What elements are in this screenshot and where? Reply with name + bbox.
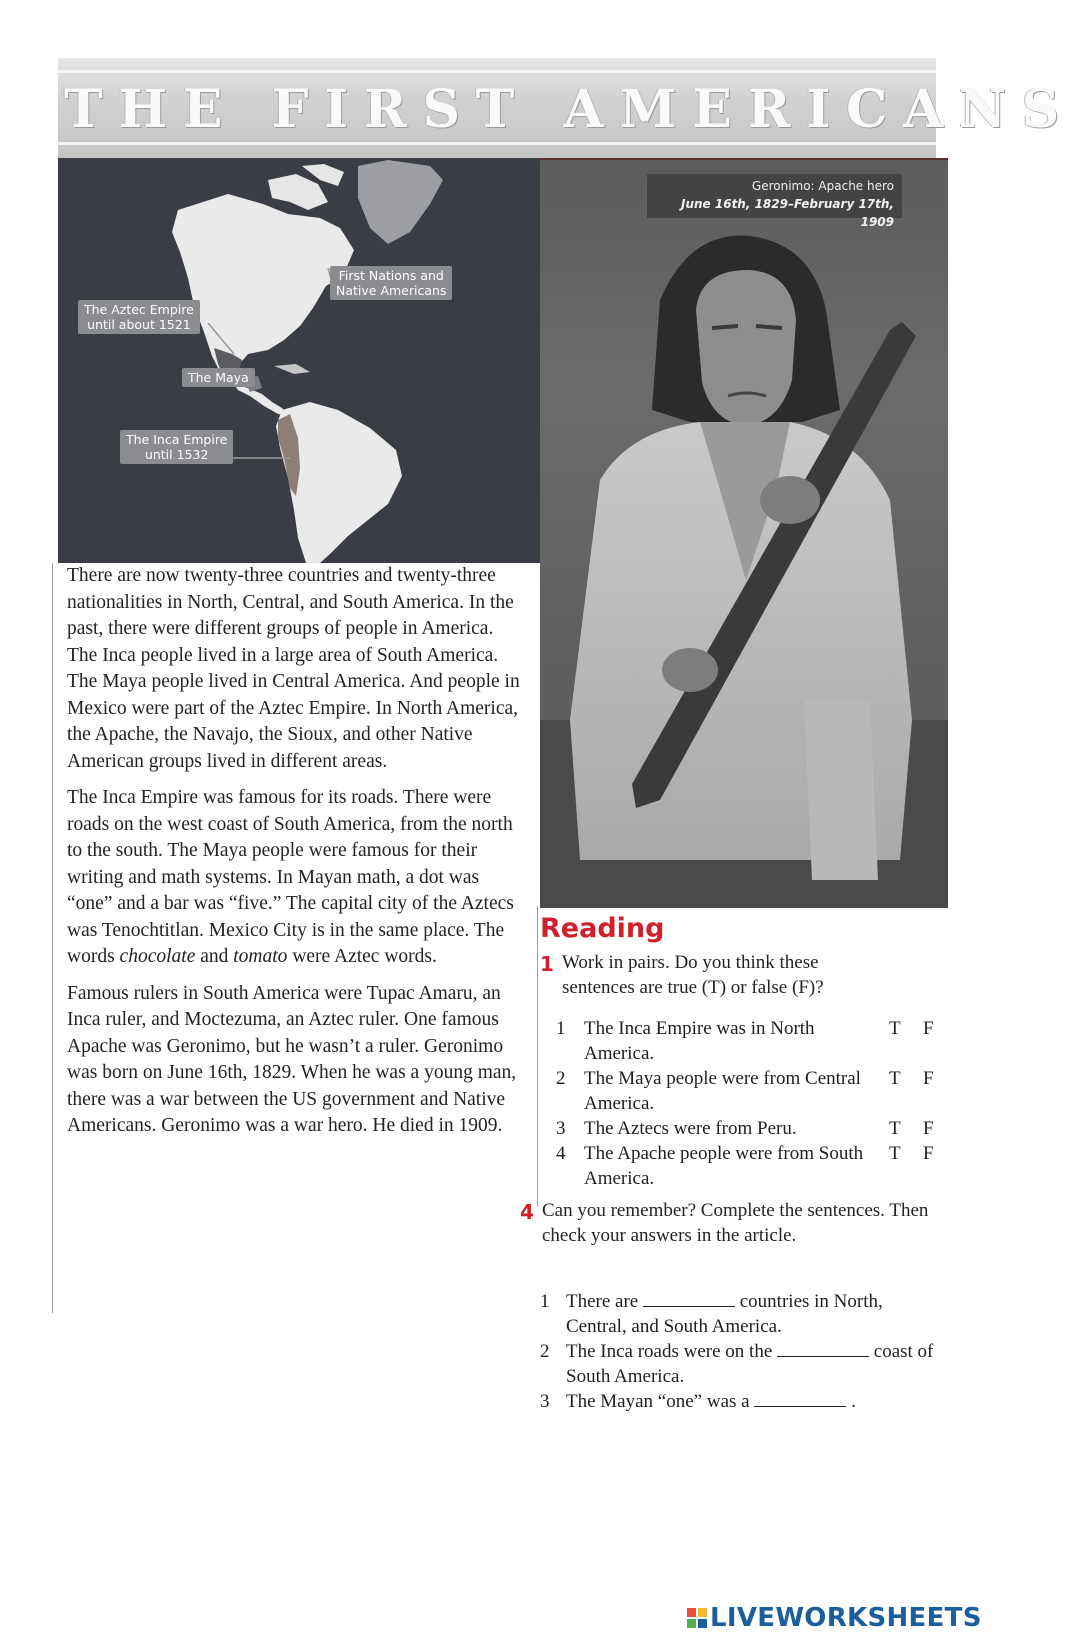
- fill-item-2-before: The Inca roads were on the: [566, 1341, 778, 1362]
- tf-item-3-false-option[interactable]: F: [923, 1118, 934, 1139]
- liveworksheets-logo: [687, 1603, 982, 1633]
- article-word-tomato: tomato: [233, 946, 288, 967]
- map-label-first-nations: [330, 266, 452, 300]
- tf-item-2-text: The Maya people were from Central America.: [584, 1068, 861, 1114]
- map-label-first-nations-line2: Native Americans: [336, 283, 447, 298]
- fill-item-3-before: The Mayan “one” was a: [566, 1391, 755, 1412]
- liveworksheets-logo-text: LIVEWORKSHEETS: [710, 1603, 982, 1633]
- article-text: [52, 563, 522, 1313]
- article-paragraph-2-and: and: [195, 946, 234, 967]
- tf-item-2-true-option[interactable]: T: [889, 1068, 901, 1089]
- fill-item-3-text: [566, 1389, 936, 1414]
- exercise-4-instruction: Can you remember? Complete the sentences. Then check your answers in the article.: [542, 1200, 929, 1246]
- article-paragraph-3: Famous rulers in South America were Tupac Amaru, an Inca ruler, and Moctezuma, an Aztec ruler. One famous Apache was Geronimo, but he wasn’t a ruler. Geronimo was born on June 16th, 1829. When he was a young man, there was a war between the US government and Native Americans. Geronimo was a war hero. He died in 1909.: [67, 982, 517, 1136]
- map-label-maya-line1: The Maya: [188, 370, 249, 385]
- article-paragraph-2-end: were Aztec words.: [287, 946, 437, 967]
- tf-item-4-false-option[interactable]: F: [923, 1143, 934, 1164]
- article-word-chocolate: chocolate: [119, 946, 196, 967]
- tf-item-3-number: 3: [556, 1118, 566, 1139]
- fill-item-3-blank[interactable]: [754, 1389, 846, 1407]
- tf-item-2-false-option[interactable]: F: [923, 1068, 934, 1089]
- exercise-1-instruction: Work in pairs. Do you think these sentences are true (T) or false (F)?: [562, 952, 824, 998]
- fill-item-1-blank[interactable]: [643, 1289, 735, 1307]
- liveworksheets-logo-icon: [687, 1608, 707, 1628]
- map-label-aztec: [78, 300, 200, 334]
- reading-heading: Reading: [540, 913, 665, 944]
- map-label-first-nations-line1: First Nations and: [338, 268, 444, 283]
- tf-item-2-number: 2: [556, 1068, 566, 1089]
- tf-item-3-text: The Aztecs were from Peru.: [584, 1118, 797, 1139]
- photo-caption-dates: June 16th, 1829–February 17th, 1909: [681, 197, 894, 229]
- fill-item-3-number: 3: [540, 1391, 550, 1412]
- tf-item-1-false-option[interactable]: F: [923, 1018, 934, 1039]
- fill-item-1-before: There are: [566, 1291, 643, 1312]
- tf-item-1-true-option[interactable]: T: [889, 1018, 901, 1039]
- exercise-4-number: 4: [520, 1200, 534, 1224]
- central-america-shape: [234, 384, 288, 416]
- tf-item-3-true-option[interactable]: T: [889, 1118, 901, 1139]
- fill-item-2-after: coast of South America.: [566, 1341, 934, 1387]
- fill-item-1-text: [566, 1289, 936, 1339]
- americas-map-graphic: [58, 158, 540, 563]
- article-paragraph-2-text: The Inca Empire was famous for its roads. There were roads on the west coast of South America, from the north to the south. The Maya people were famous for their writing and math systems. In Mayan math, a dot was “one” and a bar was “five.” The capital city of the Aztecs was Tenochtitlan. Mexico City is in the same place. The words: [67, 787, 514, 967]
- map-label-inca-line2: until 1532: [144, 447, 209, 462]
- tf-item-4-text: The Apache people were from South America.: [584, 1143, 864, 1189]
- fill-item-1-after: countries in North, Central, and South America.: [566, 1291, 883, 1337]
- americas-map: [58, 158, 540, 563]
- map-label-inca: [120, 430, 233, 464]
- title-banner: [58, 58, 1075, 158]
- caribbean-shape: [274, 364, 310, 374]
- fill-item-3-after: .: [846, 1391, 856, 1412]
- geronimo-photo: [540, 158, 948, 906]
- photo-caption: [647, 174, 902, 229]
- photo-caption-title: Geronimo: Apache hero: [751, 179, 894, 193]
- article-paragraph-2: [67, 785, 522, 971]
- map-label-aztec-line2: until about 1521: [87, 317, 191, 332]
- map-label-inca-line1: The Inca Empire: [126, 432, 228, 447]
- tf-item-1-text: The Inca Empire was in North America.: [584, 1018, 815, 1064]
- map-label-maya: [182, 368, 255, 387]
- tf-item-4-true-option[interactable]: T: [889, 1143, 901, 1164]
- fill-item-2-number: 2: [540, 1341, 550, 1362]
- page-title: THE FIRST AMERICANS: [64, 79, 1075, 140]
- greenland-shape: [358, 160, 443, 244]
- north-america-shape: [172, 194, 354, 384]
- tf-item-4-number: 4: [556, 1143, 566, 1164]
- fill-item-2-text: [566, 1339, 936, 1389]
- fill-item-1-number: 1: [540, 1291, 550, 1312]
- fill-item-2-blank[interactable]: [777, 1339, 869, 1357]
- banner-rule-bottom: [58, 142, 936, 145]
- map-label-aztec-line1: The Aztec Empire: [84, 302, 194, 317]
- exercise-1-number: 1: [540, 952, 554, 976]
- geronimo-photo-graphic: [540, 160, 948, 908]
- tf-item-1-number: 1: [556, 1018, 566, 1039]
- banner-rule-top: [58, 70, 936, 73]
- article-paragraph-1: There are now twenty-three countries and twenty-three nationalities in North, Central, and South America. In the past, there were different groups of people in America. The Inca people lived in a large area of South America. The Maya people lived in Central America. And people in Mexico were part of the Aztec Empire. In North America, the Apache, the Navajo, the Sioux, and other Native American groups lived in different areas.: [67, 565, 520, 772]
- arctic-islands-shape: [268, 174, 328, 210]
